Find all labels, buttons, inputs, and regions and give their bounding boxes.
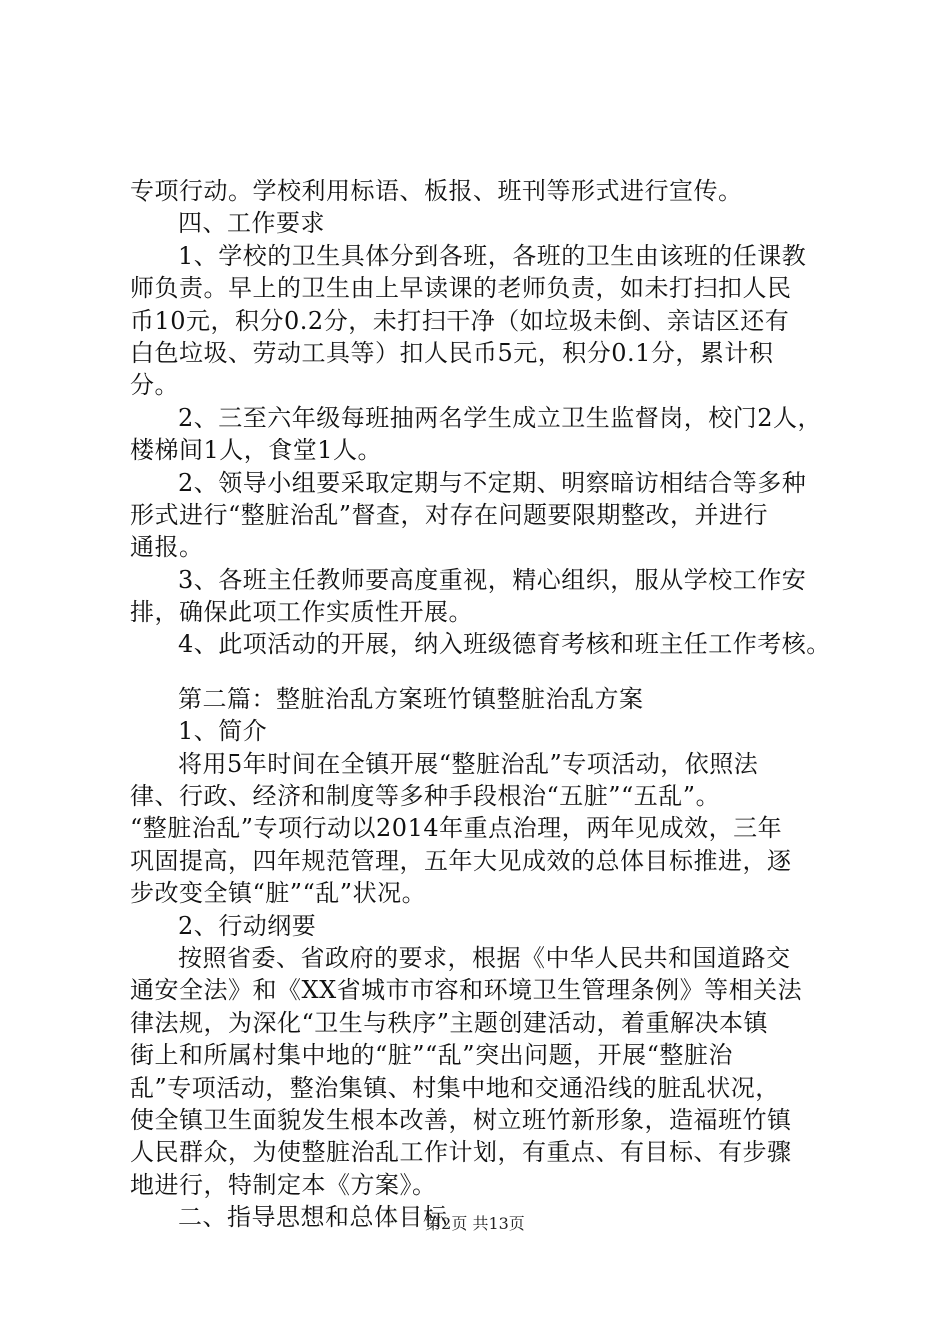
text-line: 街上和所属村集中地的“脏”“乱”突出问题，开展“整脏治 — [130, 1041, 733, 1070]
text-line: 1、学校的卫生具体分到各班，各班的卫生由该班的任课教 — [178, 241, 807, 270]
text-line: 将用5年时间在全镇开展“整脏治乱”专项活动，依照法 — [178, 749, 759, 778]
text-line: 形式进行“整脏治乱”督查，对存在问题要限期整改，并进行 — [130, 500, 769, 529]
text-line: 巩固提高，四年规范管理，五年大见成效的总体目标推进，逐 — [130, 846, 792, 875]
text-line: 白色垃圾、劳动工具等）扣人民币5元，积分0.1分，累计积 — [130, 338, 774, 367]
text-line: 楼梯间1人，食堂1人。 — [130, 436, 383, 465]
text-line: 通报。 — [130, 533, 204, 562]
text-line: “整脏治乱”专项行动以2014年重点治理，两年见成效，三年 — [130, 814, 783, 843]
text-line: 4、此项活动的开展，纳入班级德育考核和班主任工作考核。 — [178, 630, 831, 659]
text-line: 2、三至六年级每班抽两名学生成立卫生监督岗，校门2人， — [178, 403, 823, 432]
text-line: 按照省委、省政府的要求，根据《中华人民共和国道路交 — [178, 943, 791, 972]
text-line: 二、指导思想和总体目标 — [178, 1203, 448, 1232]
text-line: 人民群众，为使整脏治乱工作计划，有重点、有目标、有步骤 — [130, 1138, 792, 1167]
text-line: 专项行动。学校利用标语、板报、班刊等形式进行宣传。 — [130, 177, 743, 205]
text-line: 师负责。早上的卫生由上早读课的老师负责，如未打扫扣人民 — [130, 274, 792, 303]
text-line: 步改变全镇“脏”“乱”状况。 — [130, 879, 427, 908]
section-gap — [130, 661, 860, 683]
text-line: 第二篇：整脏治乱方案班竹镇整脏治乱方案 — [178, 684, 644, 713]
page-footer: 第2页 共13页 — [425, 1214, 525, 1233]
text-line: 2、行动纲要 — [178, 911, 317, 940]
text-line: 乱”专项活动，整治集镇、村集中地和交通沿线的脏乱状况， — [130, 1073, 780, 1102]
document-body — [130, 175, 860, 1234]
text-line: 四、工作要求 — [178, 209, 325, 238]
text-line: 律、行政、经济和制度等多种手段根治“五脏”“五乱”。 — [130, 782, 721, 811]
section-second-article — [130, 683, 860, 1234]
section-school-requirements — [130, 175, 860, 661]
text-line: 2、领导小组要采取定期与不定期、明察暗访相结合等多种 — [178, 468, 807, 497]
text-line: 分。 — [130, 371, 179, 400]
text-line: 律法规，为深化“卫生与秩序”主题创建活动，着重解决本镇 — [130, 1008, 769, 1037]
text-line: 地进行，特制定本《方案》。 — [130, 1170, 437, 1199]
text-line: 1、简介 — [178, 717, 268, 746]
text-line: 通安全法》和《XX省城市市容和环境卫生管理条例》等相关法 — [130, 976, 803, 1005]
text-line: 排，确保此项工作实质性开展。 — [130, 598, 473, 627]
text-line: 3、各班主任教师要高度重视，精心组织，服从学校工作安 — [178, 565, 807, 594]
text-line: 使全镇卫生面貌发生根本改善，树立班竹新形象，造福班竹镇 — [130, 1105, 792, 1134]
text-line: 币10元，积分0.2分，未打扫干净（如垃圾未倒、亲诘区还有 — [130, 306, 790, 335]
